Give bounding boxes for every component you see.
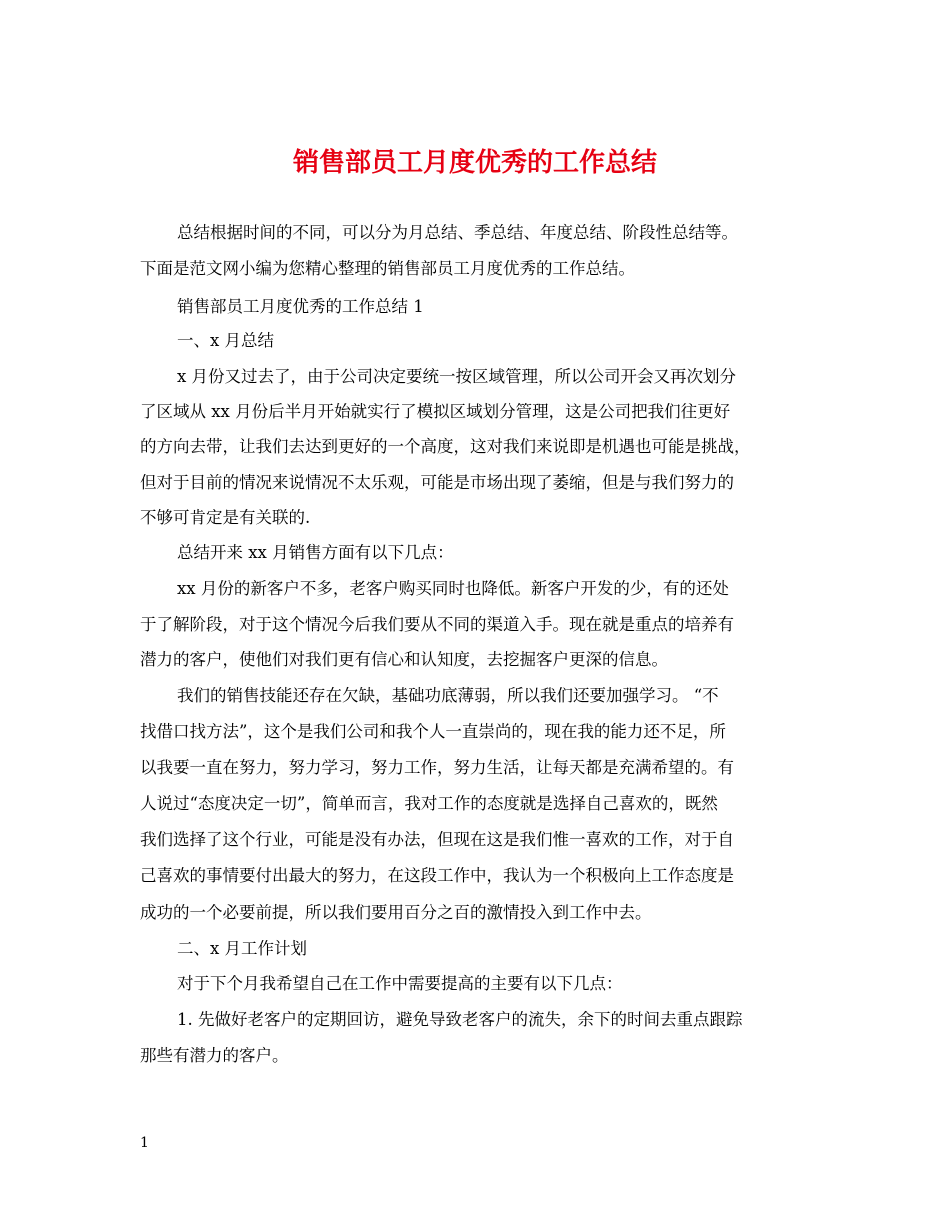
- body-line: 成功的一个必要前提，所以我们要用百分之百的激情投入到工作中去。: [140, 903, 652, 922]
- body-line: 以我要一直在努力，努力学习，努力工作，努力生活，让每天都是充满希望的。有: [140, 758, 734, 777]
- body-line: 对于下个月我希望自己在工作中需要提高的主要有以下几点：: [177, 974, 623, 993]
- section-heading: 二、x 月工作计划: [177, 939, 308, 958]
- body-line: 的方向去带，让我们去达到更好的一个高度，这对我们来说即是机遇也可能是挑战，: [140, 437, 751, 456]
- body-line: x 月份又过去了，由于公司决定要统一按区域管理，所以公司开会又再次划分: [177, 367, 737, 386]
- body-line: 我们的销售技能还存在欠缺，基础功底薄弱，所以我们还要加强学习。 “不: [177, 686, 719, 705]
- section-heading: 销售部员工月度优秀的工作总结 1: [177, 297, 424, 316]
- body-line: 于了解阶段，对于这个情况今后我们要从不同的渠道入手。现在就是重点的培养有: [140, 615, 734, 634]
- body-line: 那些有潜力的客户。: [140, 1046, 289, 1065]
- section-heading: 一、x 月总结: [177, 331, 275, 350]
- page-number: 1: [140, 1135, 149, 1151]
- body-line: 但对于目前的情况来说情况不太乐观，可能是市场出现了萎缩，但是与我们努力的: [140, 473, 734, 492]
- body-line: 人说过“态度决定一切”，简单而言，我对工作的态度就是选择自己喜欢的，既然: [140, 794, 718, 813]
- body-line: 找借口找方法”，这个是我们公司和我个人一直崇尚的，现在我的能力还不足，所: [140, 722, 726, 741]
- document-title: 销售部员工月度优秀的工作总结: [292, 148, 657, 178]
- body-line: 我们选择了这个行业，可能是没有办法，但现在这是我们惟一喜欢的工作，对于自: [140, 830, 734, 849]
- body-line: 总结开来 xx 月销售方面有以下几点：: [177, 543, 454, 562]
- body-line: xx 月份的新客户不多，老客户购买同时也降低。新客户开发的少，有的还处: [177, 579, 729, 598]
- body-line: 总结根据时间的不同，可以分为月总结、季总结、年度总结、阶段性总结等。: [177, 223, 738, 242]
- body-line: 己喜欢的事情要付出最大的努力，在这段工作中，我认为一个积极向上工作态度是: [140, 866, 734, 885]
- body-line: 下面是范文网小编为您精心整理的销售部员工月度优秀的工作总结。: [140, 259, 635, 278]
- body-line: 1. 先做好老客户的定期回访，避免导致老客户的流失，余下的时间去重点跟踪: [177, 1010, 743, 1029]
- body-line: 不够可肯定是有关联的.: [140, 508, 311, 527]
- body-line: 了区域从 xx 月份后半月开始就实行了模拟区域划分管理，这是公司把我们往更好: [140, 402, 731, 421]
- body-line: 潜力的客户，使他们对我们更有信心和认知度，去挖掘客户更深的信息。: [140, 650, 668, 669]
